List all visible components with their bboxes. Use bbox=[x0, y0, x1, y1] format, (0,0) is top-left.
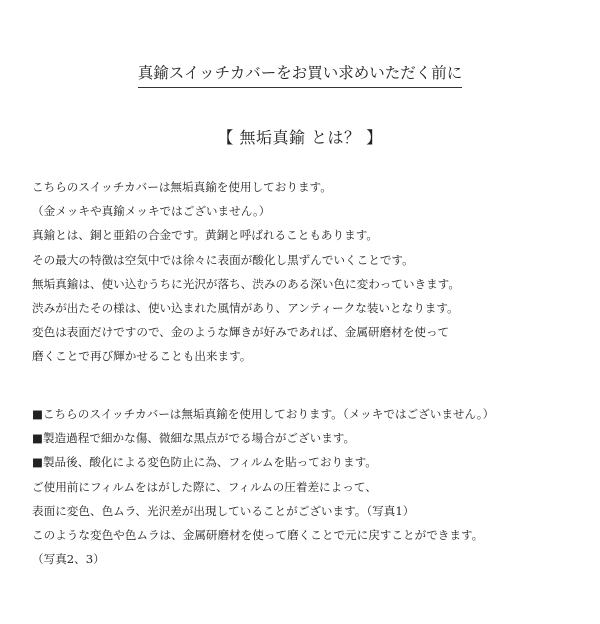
text-line: ■こちらのスイッチカバーは無垢真鍮を使用しております。（メッキではございません。） bbox=[32, 407, 495, 421]
notes-paragraph bbox=[32, 402, 592, 571]
text-line: （写真2、3） bbox=[32, 552, 105, 567]
text-line: 磨くことで再び輝かせることも出来ます。 bbox=[32, 349, 252, 364]
text-line: 無垢真鍮は、使い込むうちに光沢が落ち、渋みのある深い色に変わっていきます。 bbox=[32, 276, 460, 291]
text-line: このような変色や色ムラは、金属研磨材を使って磨くことで元に戻すことができます。 bbox=[32, 527, 484, 542]
section-heading: 【 無垢真鍮 とは？ 】 bbox=[217, 128, 383, 147]
text-line: こちらのスイッチカバーは無垢真鍮を使用しております。 bbox=[32, 180, 332, 194]
page-title bbox=[0, 60, 600, 88]
description-paragraph bbox=[32, 175, 592, 369]
text-line: ■製品後、酸化による変色防止に為、フィルムを貼っております。 bbox=[32, 455, 377, 470]
text-line: 渋みが出たその様は、使い込まれた風情があり、アンティークな装いとなります。 bbox=[32, 300, 459, 315]
text-line: その最大の特徴は空気中では徐々に表面が酸化し黒ずんでいくことです。 bbox=[32, 252, 414, 267]
text-line: 表面に変色、色ムラ、光沢差が出現していることがございます。（写真1） bbox=[32, 503, 415, 518]
text-line: ■製造過程で細かな傷、微細な黒点がでる場合がございます。 bbox=[32, 431, 356, 446]
text-line: （金メッキや真鍮メッキではございません。） bbox=[32, 204, 271, 219]
text-line: 真鍮とは、銅と亜鉛の合金です。黄銅と呼ばれることもあります。 bbox=[32, 228, 378, 243]
page-title-text: 真鍮スイッチカバーをお買い求めいただく前に bbox=[138, 60, 463, 88]
text-line: ご使用前にフィルムをはがした際に、フィルムの圧着差によって、 bbox=[32, 479, 377, 494]
text-line: 変色は表面だけですので、金のような輝きが好みであれば、金属研磨材を使って bbox=[32, 325, 450, 340]
